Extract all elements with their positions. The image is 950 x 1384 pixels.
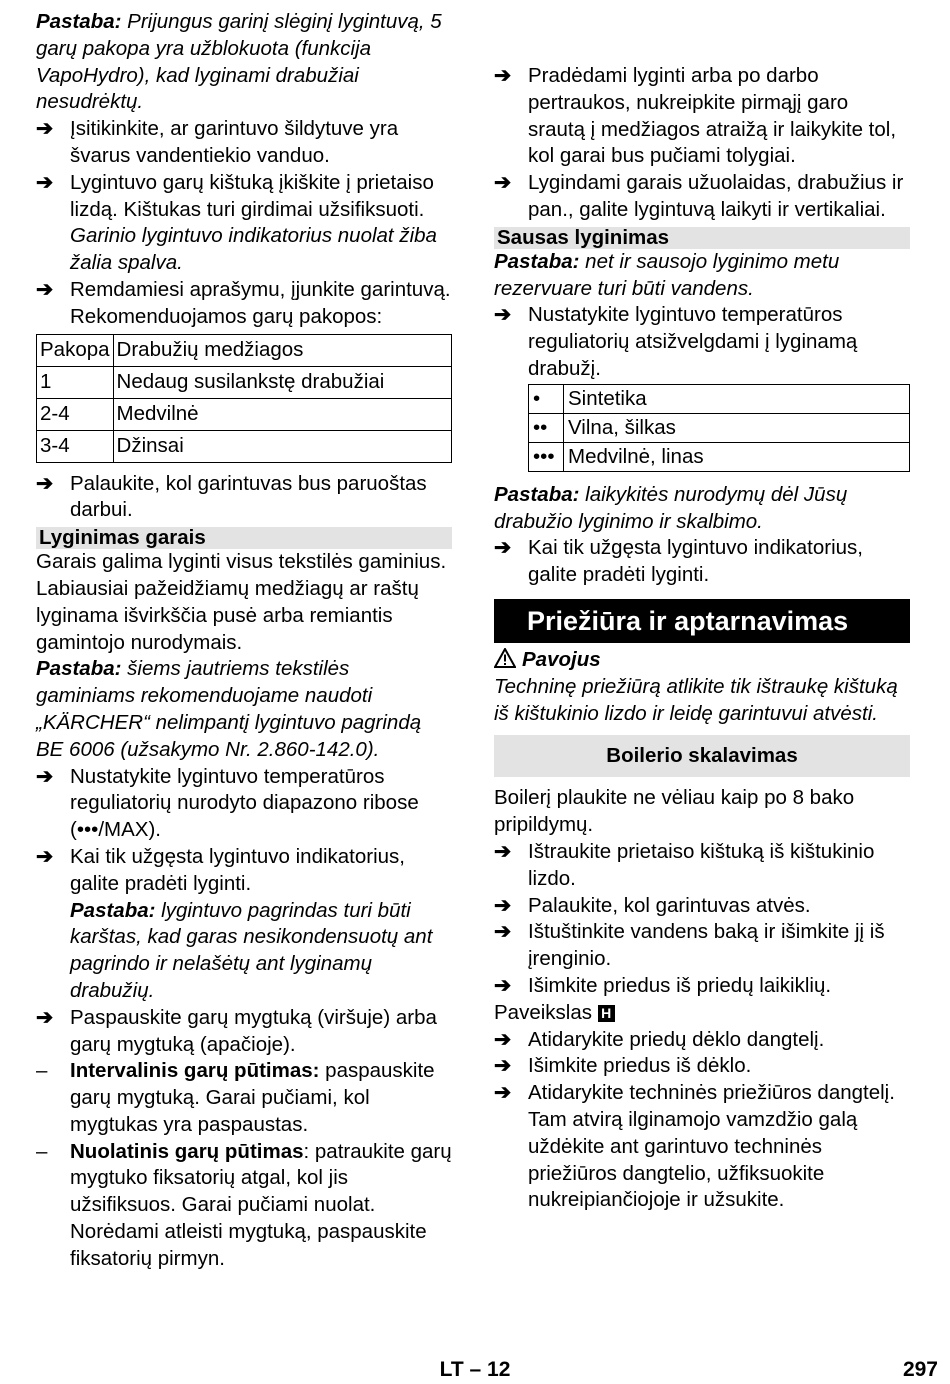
arrow-icon: ➔ [494, 973, 512, 997]
table-cell: 3-4 [37, 430, 114, 462]
recommended-steam-levels: Rekomenduojamos garų pakopos: [70, 304, 383, 328]
dash-mark: – [36, 1059, 48, 1083]
danger-text: Techninę priežiūrą atlikite tik ištraukę kištuką iš kištukinio lizdo ir leidę garintuvui atvėsti. [494, 674, 898, 725]
step-set-temperature: ➔ Nustatykite lygintuvo temperatūros reguliatorių nurodyto diapazono ribose (•••/MAX). [36, 764, 419, 842]
para-boiler: Boilerį plaukite ne vėliau kaip po 8 bako pripildymų. [494, 786, 855, 837]
footer-section-label: LT – 12 [439, 1358, 511, 1381]
step-boiler-3: ➔ Ištuštinkite vandens baką ir išimkite jį iš įrenginio. [494, 920, 885, 971]
table-cell: Medvilnė [113, 398, 451, 430]
arrow-icon: ➔ [494, 536, 512, 560]
table-cell: Džinsai [113, 430, 451, 462]
note-follow-instructions: Pastaba: laikykitės nurodymų dėl Jūsų drabužio lyginimo ir skalbimo. [494, 482, 848, 533]
fabric-temperature-table [528, 384, 910, 472]
table-header-cell: Pakopa [37, 334, 114, 366]
arrow-icon: ➔ [494, 893, 512, 917]
table-cell: Medvilnė, linas [564, 442, 910, 471]
step-after-3: ➔ Atidarykite techninės priežiūros dangtelį. Tam atvirą ilginamojo vamzdžio galą uždėkite ant garintuvo techninės priežiūros dangtelio, užfiksuokite nukreipiančiojoje ir užsukite. [494, 1081, 895, 1212]
arrow-icon: ➔ [36, 277, 54, 301]
left-column [36, 9, 452, 1273]
right-column-content [494, 63, 910, 1214]
table-cell: •• [529, 413, 564, 442]
step-after-2: ➔ Išimkite priedus iš dėklo. [494, 1053, 910, 1080]
table-cell: 2-4 [37, 398, 114, 430]
dash-continuous-steam: – Nuolatinis garų pūtimas: patraukite garų mygtuko fiksatorių atgal, kol jis užsifiksuos. Garai pučiami nuolat. Norėdami atleisti mygtuką, paspauskite fiksatorių pirmyn. [36, 1139, 452, 1270]
danger-heading: Pavojus [494, 647, 910, 674]
figure-letter-icon: H [598, 1005, 615, 1022]
table-cell: 1 [37, 366, 114, 398]
arrow-icon: ➔ [494, 1054, 512, 1078]
step-switch-on: ➔ Remdamiesi aprašymu, įjunkite garintuvą. [36, 277, 452, 304]
table-row [37, 366, 452, 398]
section-heading-boiler: Boilerio skalavimas [494, 735, 910, 777]
arrow-icon: ➔ [494, 171, 512, 195]
arrow-icon: ➔ [36, 471, 54, 495]
dash-mark: – [36, 1139, 48, 1163]
note-hot-sole: Pastaba: lygintuvo pagrindas turi būti karštas, kad garas nesikondensuotų ant pagrindo ir nelašėtų ant lyginamų drabužių. [70, 898, 433, 1002]
main-heading: Priežiūra ir aptarnavimas [494, 599, 910, 643]
step-press-steam-button: ➔ Paspauskite garų mygtuką (viršuje) arba garų mygtuką (apačioje). [36, 1005, 437, 1056]
arrow-icon: ➔ [494, 920, 512, 944]
table-cell: ••• [529, 442, 564, 471]
arrow-icon: ➔ [494, 303, 512, 327]
table-header-row [37, 334, 452, 366]
arrow-icon: ➔ [494, 1081, 512, 1105]
table-row [37, 430, 452, 462]
step-boiler-2: ➔ Palaukite, kol garintuvas atvės. [494, 893, 910, 920]
table-cell: Sintetika [564, 384, 910, 413]
table-row [529, 442, 910, 471]
step-wait-ready: ➔ Palaukite, kol garintuvas bus paruoštas darbui. [36, 471, 427, 522]
steam-level-table [36, 334, 452, 463]
step-plug-iron-note: Garinio lygintuvo indikatorius nuolat žiba žalia spalva. [70, 224, 437, 275]
arrow-icon: ➔ [494, 64, 512, 87]
arrow-icon: ➔ [494, 1027, 512, 1051]
table-row [529, 384, 910, 413]
step-set-temp-fabric: ➔ Nustatykite lygintuvo temperatūros reguliatorių atsižvelgdami į lyginamą drabužį. [494, 303, 858, 380]
table-cell: Vilna, šilkas [564, 413, 910, 442]
arrow-icon: ➔ [36, 117, 54, 141]
table-cell: • [529, 384, 564, 413]
footer-page-number: 297 [902, 1358, 938, 1381]
heading-dry-ironing: Sausas lyginimas [494, 227, 910, 249]
step-start-ironing: ➔ Kai tik užgęsta lygintuvo indikatorius, galite pradėti lyginti. [36, 844, 406, 895]
note-karcher-sole: Pastaba: šiems jautriems tekstilės gaminiams rekomenduojame naudoti „KÄRCHER“ nelimpantį lygintuvo pagrindą BE 6006 (užsakymo Nr. 2.860-142.0). [36, 657, 422, 761]
step-boiler-4: ➔ Išimkite priedus iš priedų laikiklių. [494, 973, 910, 1000]
warning-triangle-icon [494, 648, 516, 668]
arrow-icon: ➔ [36, 844, 54, 868]
dash-interval-steam: – Intervalinis garų pūtimas: paspauskite garų mygtuką. Garai pučiami, kol mygtukas yra paspaustas. [36, 1059, 435, 1136]
heading-steam-ironing: Lyginimas garais [36, 527, 452, 549]
step-check-water: ➔ Įsitikinkite, ar garintuvo šildytuve yra švarus vandentiekio vanduo. [36, 117, 399, 167]
step-boiler-1: ➔ Ištraukite prietaiso kištuką iš kištukinio lizdo. [494, 839, 875, 890]
step-start-ironing-dry: ➔ Kai tik užgęsta lygintuvo indikatorius, galite pradėti lyginti. [494, 536, 864, 587]
step-first-steam: ➔ Pradėdami lyginti arba po darbo pertraukos, nukreipkite pirmąjį garo srautą į medžiagos atraižą ir laikykite tol, kol garai bus pučiami tolygiai. [494, 64, 897, 168]
arrow-icon: ➔ [494, 839, 512, 863]
note-water-in-tank: Pastaba: net ir sausojo lyginimo metu rezervuare turi būti vandens. [494, 249, 840, 300]
table-cell: Nedaug susilankstę drabužiai [113, 366, 451, 398]
step-plug-iron: ➔ Lygintuvo garų kištuką įkiškite į prietaiso lizdą. Kištukas turi girdimai užsifiksuoti. [36, 170, 434, 221]
figure-reference: Paveikslas H [494, 1000, 910, 1027]
table-header-cell: Drabužių medžiagos [113, 334, 451, 366]
note-vapohydro: Pastaba: Prijungus garinį slėginį lygintuvą, 5 garų pakopa yra užblokuota (funkcija VapoHydro), kad lyginami drabužiai nesudrėktų. [36, 10, 442, 114]
para-steam-ironing: Garais galima lyginti visus tekstilės gaminius. Labiausiai pažeidžiamų medžiagų ar raštų lyginama išvirkščia pusė arba remiantis gamintojo nurodymais. [36, 550, 447, 654]
step-after-1: ➔ Atidarykite priedų dėklo dangtelį. [494, 1027, 910, 1054]
arrow-icon: ➔ [36, 764, 54, 788]
arrow-icon: ➔ [36, 170, 54, 194]
arrow-icon: ➔ [36, 1005, 54, 1029]
table-row [529, 413, 910, 442]
table-row [37, 398, 452, 430]
step-vertical-steam: ➔ Lygindami garais užuolaidas, drabužius ir pan., galite lygintuvą laikyti ir vertikaliai. [494, 171, 904, 221]
